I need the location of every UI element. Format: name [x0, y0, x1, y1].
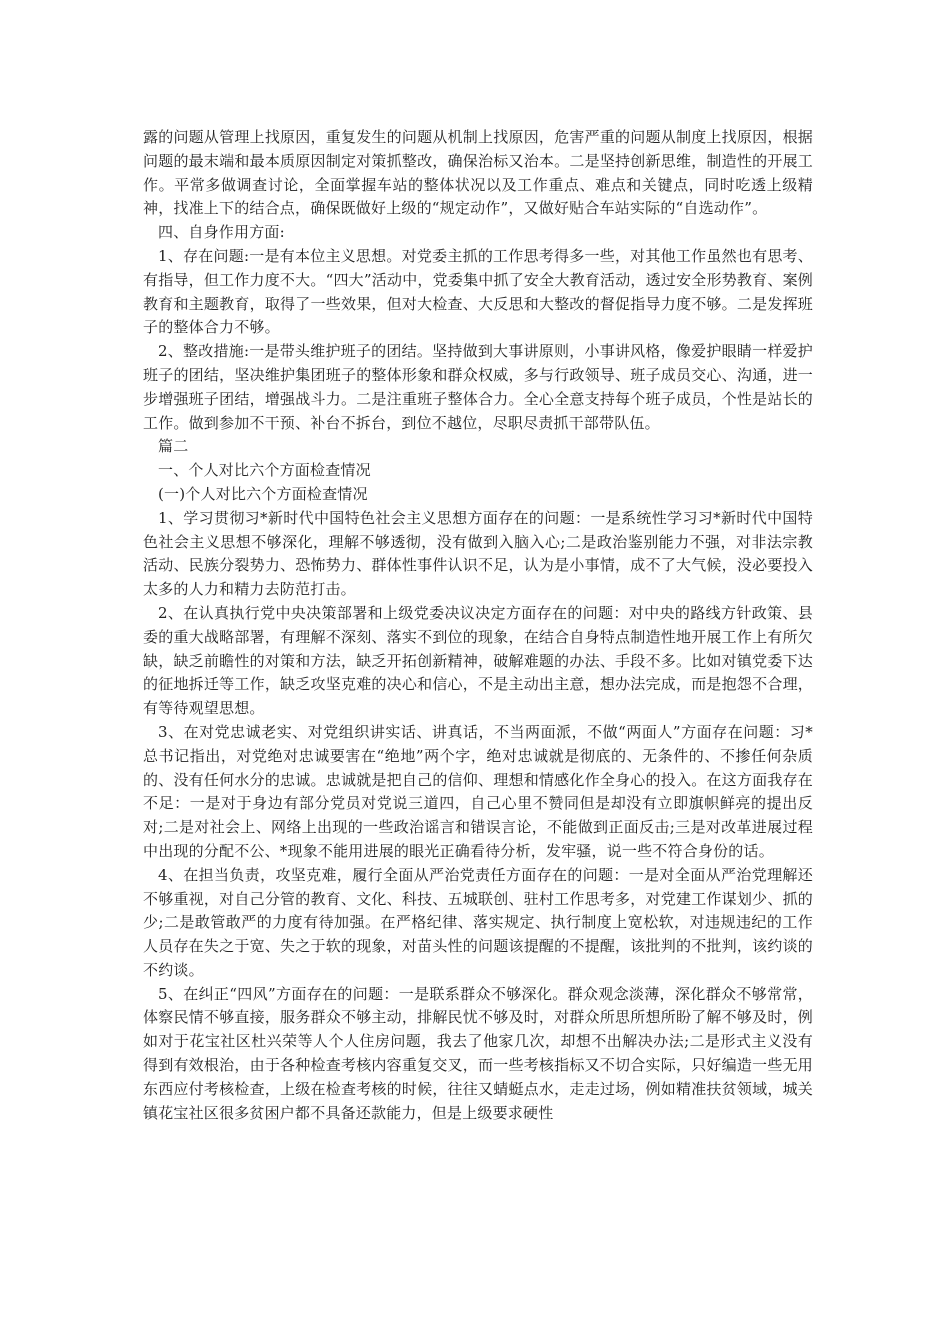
section-heading-personal-check: 一、个人对比六个方面检查情况 — [158, 461, 371, 480]
section-heading-self-role: 四、自身作用方面: — [158, 223, 285, 242]
paragraph-item-5: 5、在纠正“四风”方面存在的问题：一是联系群众不够深化。群众观念淡薄，深化群众不够常常，体察民情不够直接，服务群众不够主动，排解民忧不够及时，对群众所思所想所盼了解不够及时，例如对于花宝社区杜兴荣等人个人住房问题，我去了他家几次，却想不出解决办法;二是形式主义没有得到有效根治，由于各种检查考核内容重复交叉，而一些考核指标又不切合实际，只好编造一些无用东西应付考核检查，上级在检查考核的时候，往往又蜻蜓点水，走走过场，例如精准扶贫领域，城关镇花宝社区很多贫困户都不具备还款能力，但是上级要求硬性 — [143, 984, 813, 1122]
paragraph-continuation: 露的问题从管理上找原因，重复发生的问题从机制上找原因，危害严重的问题从制度上找原因，根据问题的最末端和最本质原因制定对策抓整改，确保治标又治本。二是坚持创新思维，制造性的开展工作。平常多做调查讨论，全面掌握车站的整体状况以及工作重点、难点和关键点，同时吃透上级精神，找准上下的结合点，确保既做好上级的“规定动作”，又做好贴合车站实际的“自选动作”。 — [143, 128, 813, 218]
paragraph-item-4: 4、在担当负责，攻坚克难，履行全面从严治党责任方面存在的问题：一是对全面从严治党理解还不够重视，对自己分管的教育、文化、科技、五城联创、驻村工作思考多，对党建工作谋划少、抓的少;二是敢管敢严的力度有待加强。在严格纪律、落实规定、执行制度上宽松软，对违规违纪的工作人员存在失之于宽、失之于软的现象，对苗头性的问题该提醒的不提醒，该批判的不批判，该约谈的不约谈。 — [143, 865, 813, 979]
subsection-heading-personal-check: (一)个人对比六个方面检查情况 — [158, 484, 368, 503]
paragraph-rectification: 2、整改措施:一是带头维护班子的团结。坚持做到大事讲原则，小事讲风格，像爱护眼睛一样爱护班子的团结，坚决维护集团班子的整体形象和群众权威，多与行政领导、班子成员交心、沟通，进一步增强班子团结，增强战斗力。二是注重班子整体合力。全心全意支持每个班子成员，个性是站长的工作。做到参加不干预、补台不拆台，到位不越位，尽职尽责抓干部带队伍。 — [143, 342, 813, 432]
paragraph-item-2: 2、在认真执行党中央决策部署和上级党委决议决定方面存在的问题：对中央的路线方针政策、县委的重大战略部署，有理解不深刻、落实不到位的现象，在结合自身特点制造性地开展工作上有所欠缺，缺乏前瞻性的对策和方法，缺乏开拓创新精神，破解难题的办法、手段不多。比如对镇党委下达的征地拆迁等工作，缺乏攻坚克难的决心和信心，不是主动出主意，想办法完成，而是抱怨不合理，有等待观望思想。 — [143, 603, 813, 718]
paragraph-item-1: 1、学习贯彻习*新时代中国特色社会主义思想方面存在的问题：一是系统性学习习*新时代中国特色社会主义思想不够深化，理解不够透彻，没有做到入脑入心;二是政治鉴别能力不强，对非法宗教活动、民族分裂势力、恐怖势力、群体性事件认识不足，认为是小事情，成不了大气候，没必要投入太多的人力和精力去防范打击。 — [143, 508, 813, 599]
document-body — [143, 126, 813, 1125]
paragraph-item-3: 3、在对党忠诚老实、对党组织讲实话、讲真话，不当两面派，不做“两面人”方面存在问题：习*总书记指出，对党绝对忠诚要害在“绝地”两个字，绝对忠诚就是彻底的、无条件的、不掺任何杂质的、没有任何水分的忠诚。忠诚就是把自己的信仰、理想和情感化作全身心的投入。在这方面我存在不足：一是对于身边有部分党员对党说三道四，自己心里不赞同但是却没有立即旗帜鲜亮的提出反对;二是对社会上、网络上出现的一些政治谣言和错误言论，不能做到正面反击;三是对改革进展过程中出现的分配不公、*现象不能用进展的眼光正确看待分析，发牢骚，说一些不符合身份的话。 — [143, 722, 813, 860]
paragraph-problems: 1、存在问题:一是有本位主义思想。对党委主抓的工作思考得多一些，对其他工作虽然也有思考、有指导，但工作力度不大。“四大”活动中，党委集中抓了安全大教育活动，透过安全形势教育、案例教育和主题教育，取得了一些效果，但对大检查、大反思和大整改的督促指导力度不够。二是发挥班子的整体合力不够。 — [143, 246, 813, 337]
part-two-heading: 篇二 — [158, 437, 189, 456]
